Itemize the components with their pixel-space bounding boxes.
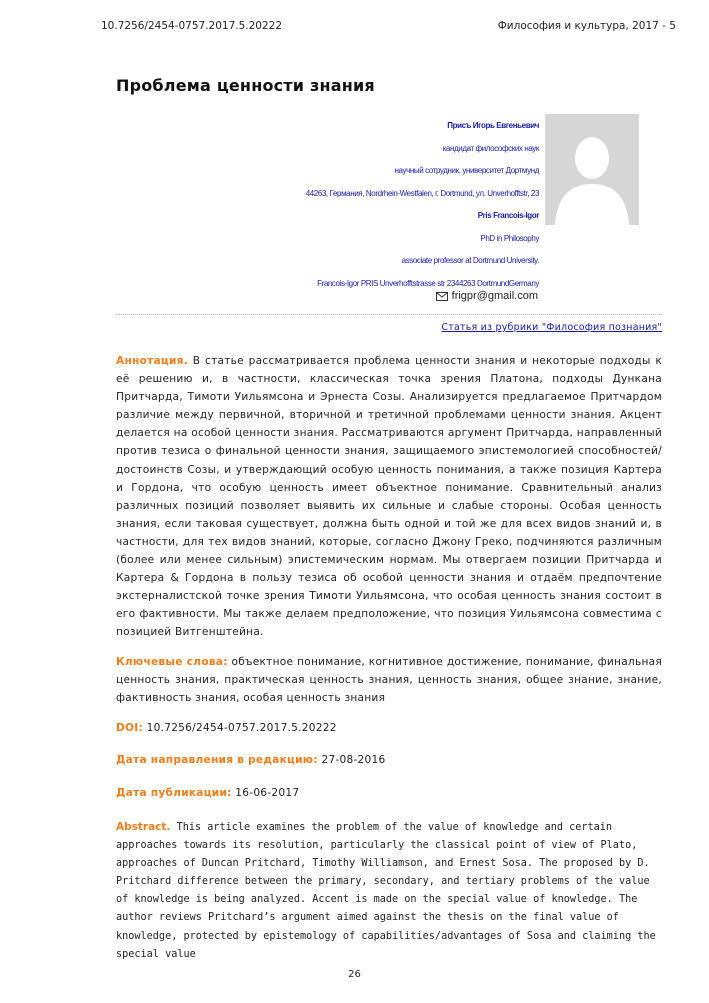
user-silhouette-icon <box>545 114 639 225</box>
submitted-label: Дата направления в редакцию: <box>116 754 318 766</box>
submitted-line <box>116 754 386 766</box>
author-name-en: Pris Francois-Igor <box>477 211 539 220</box>
author-block <box>119 115 539 295</box>
keywords-text: объектное понимание, когнитивное достижение, понимание, финальная ценность знания, практическая ценность знания, ценность знания, общее знание, знание, фактивность знания, особая ценность знания <box>116 656 662 705</box>
published-value: 16-06-2017 <box>235 787 300 799</box>
annotation-text: В статье рассматривается проблема ценности знания и некоторые подходы к её решению и, в частности, классическая точка зрения Платона, подходы Дункана Притчарда, Тимоти Уильямсона и Эрнеста Созы. Анализируется предлагаемое Притчардом различие между первичной, вторичной и третичной проблемами ценности знания. Акцент делается на особой ценности знания. Рассматриваются аргумент Притчарда, направленный против тезиса о финальной ценности знания, защищаемого эпистемологией способностей/достоинств Созы, и утверждающий особую ценность понимания, а также позиция Картера и Гордона, что особую ценность имеет объектное понимание. Сравнительный анализ различных позиций позволяет выявить их сильные и слабые стороны. Особая ценность знания, если таковая существует, должна быть одной и той же для всех видов знаний и, в частности, для тех видов знаний, которые, согласно Джону Греко, подчиняются различным (более или менее сильным) эпистемическим нормам. Мы отвергаем позиции Притчарда и Картера & Гордона в пользу тезиса об особой ценности знания и отдаём предпочтение экстерналистской точке зрения Тимоти Уильямсона, что особая ценность знания состоит в его фактивности. Мы также делаем предположение, что позиция Уильямсона совместима с позицией Витгенштейна. <box>116 355 662 639</box>
annotation-label: Аннотация. <box>116 355 189 367</box>
keywords-label: Ключевые слова: <box>116 656 228 668</box>
author-position-en: associate professor at Dortmund University. <box>401 256 539 265</box>
published-label: Дата публикации: <box>116 787 232 799</box>
abstract-text: This article examines the problem of the value of knowledge and certain approaches towards its resolution, particularly the classical point of view of Plato, approaches of Duncan Pritchard, Timothy Williamson, and Ernest Sosa. The proposed by D. Pritchard difference between the primary, secondary, and tertiary problems of the value of knowledge is being analyzed. Accent is made on the special value of knowledge. The author reviews Pritchard’s argument aimed against the thesis on the final value of knowledge, protected by epistemology of capabilities/advantages of Sosa and claiming the special value <box>116 822 656 960</box>
author-degree-ru: кандидат философских наук <box>442 143 539 153</box>
keywords-paragraph <box>116 653 662 707</box>
published-line <box>116 787 299 799</box>
author-email[interactable] <box>436 290 538 302</box>
annotation-paragraph <box>116 352 662 642</box>
page-number: 26 <box>348 969 361 980</box>
doi-label: DOI: <box>116 722 143 734</box>
article-title: Проблема ценности знания <box>116 76 375 95</box>
doi-line <box>116 722 337 734</box>
author-address-en: Francois-Igor PRIS Unverhofftstrasse str 2344263 DortmundGermany <box>317 278 539 288</box>
author-address-ru: 44263, Германия, Nordrhein-Westfalen, г. Dortmund, ул. Unverhofftstr, 23 <box>305 188 539 198</box>
header-journal: Философия и культура, 2017 - 5 <box>497 20 676 32</box>
author-name-ru: Присъ Игорь Евгеньевич <box>447 121 539 130</box>
separator-line <box>116 314 662 315</box>
submitted-value: 27-08-2016 <box>321 754 386 766</box>
author-photo <box>545 114 639 225</box>
envelope-icon <box>436 292 448 301</box>
abstract-paragraph <box>116 818 666 964</box>
header-doi: 10.7256/2454-0757.2017.5.20222 <box>101 20 283 32</box>
doi-value: 10.7256/2454-0757.2017.5.20222 <box>146 722 337 734</box>
rubric-link[interactable]: Статья из рубрики "Философия познания" <box>441 322 662 333</box>
abstract-label: Abstract. <box>116 821 171 833</box>
email-text[interactable]: frigpr@gmail.com <box>451 290 538 302</box>
author-position-ru: научный сотрудник, университет Дортмунд <box>394 166 539 175</box>
author-degree-en: PhD in Philosophy <box>480 233 539 243</box>
